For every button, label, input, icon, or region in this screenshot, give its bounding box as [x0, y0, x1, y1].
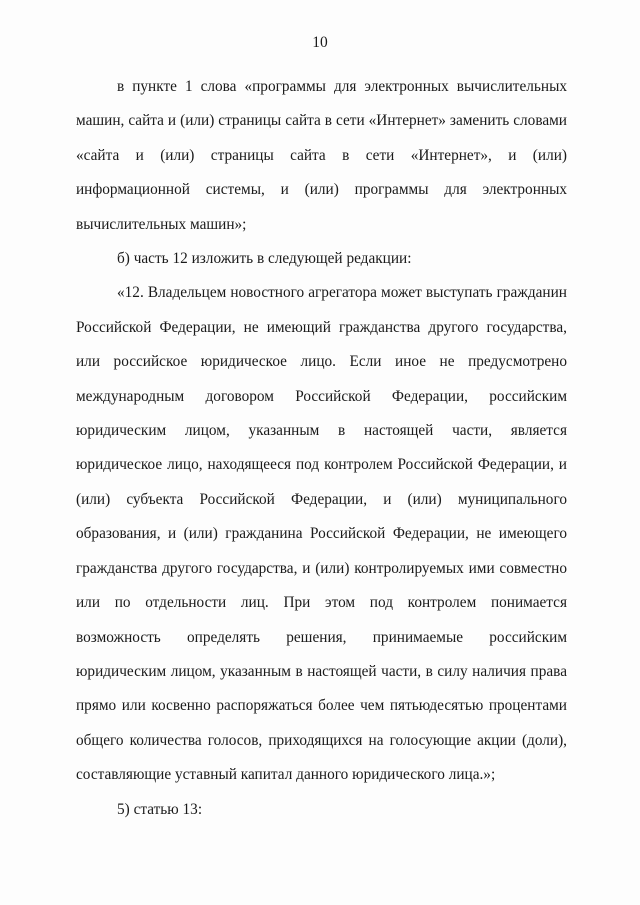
- paragraph-part-12-text: «12. Владельцем новостного агрегатора может выступать гражданин Российской Федерации, не имеющий гражданства другого государства, или российское юридическое лицо. Если иное не предусмотрено международным договором Российской Федерации, российским юридическим лицом, указанным в настоящей части, является юридическое лицо, находящееся под контролем Российской Федерации, и (или) субъекта Российской Федерации, и (или) муниципального образования, и (или) гражданина Российской Федерации, не имеющего гражданства другого государства, и (или) контролируемых ими совместно или по отдельности лиц. При этом под контролем понимается возможность определять решения, принимаемые российским юридическим лицом, указанным в настоящей части, в силу наличия права прямо или косвенно распоряжаться более чем пятьюдесятью процентами общего количества голосов, приходящихся на голосующие акции (доли), составляющие уставный капитал данного юридического лица.»;: [76, 284, 567, 784]
- document-body: [76, 70, 567, 827]
- page-number: 10: [312, 34, 328, 51]
- paragraph-amendment-point-1: в пункте 1 слова «программы для электронных вычислительных машин, сайта и (или) страницы сайта в сети «Интернет» заменить словами «сайта и (или) страницы сайта в сети «Интернет», и (или) информационной системы, и (или) программы для электронных вычислительных машин»;: [76, 78, 567, 233]
- paragraph-subpoint-b: б) часть 12 изложить в следующей редакции:: [117, 250, 412, 268]
- paragraph-item-5: 5) статью 13:: [117, 800, 203, 818]
